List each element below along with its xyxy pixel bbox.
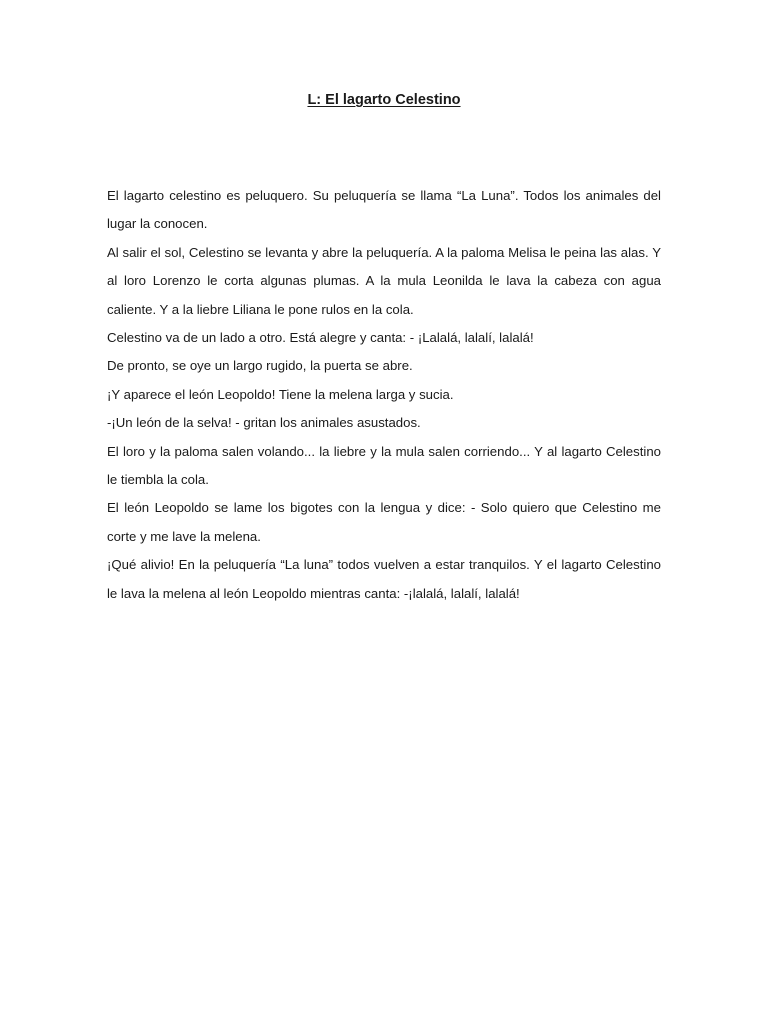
document-title: L: El lagarto Celestino <box>307 92 461 108</box>
paragraph-7: El loro y la paloma salen volando... la liebre y la mula salen corriendo... Y al lagarto Celestino le tiembla la cola. <box>107 443 661 488</box>
paragraph-3: Celestino va de un lado a otro. Está alegre y canta: - ¡Lalalá, lalalí, lalalá! <box>107 330 534 346</box>
paragraph-6: -¡Un león de la selva! - gritan los animales asustados. <box>107 415 421 431</box>
paragraph-8: El león Leopoldo se lame los bigotes con la lengua y dice: - Solo quiero que Celestino me corte y me lave la melena. <box>107 500 661 544</box>
paragraph-5: ¡Y aparece el león Leopoldo! Tiene la melena larga y sucia. <box>107 386 454 402</box>
story-body <box>107 182 661 608</box>
paragraph-1: El lagarto celestino es peluquero. Su peluquería se llama “La Luna”. Todos los animales del lugar la conocen. <box>107 188 661 232</box>
paragraph-2: Al salir el sol, Celestino se levanta y abre la peluquería. A la paloma Melisa le peina las alas. Y al loro Lorenzo le corta algunas plumas. A la mula Leonilda le lava la cabeza con agua caliente. Y a la liebre Liliana le pone rulos en la cola. <box>107 244 661 317</box>
paragraph-4: De pronto, se oye un largo rugido, la puerta se abre. <box>107 358 413 374</box>
paragraph-9: ¡Qué alivio! En la peluquería “La luna” todos vuelven a estar tranquilos. Y el lagarto Celestino le lava la melena al león Leopoldo mientras canta: -¡lalalá, lalalí, lalalá! <box>107 557 661 601</box>
